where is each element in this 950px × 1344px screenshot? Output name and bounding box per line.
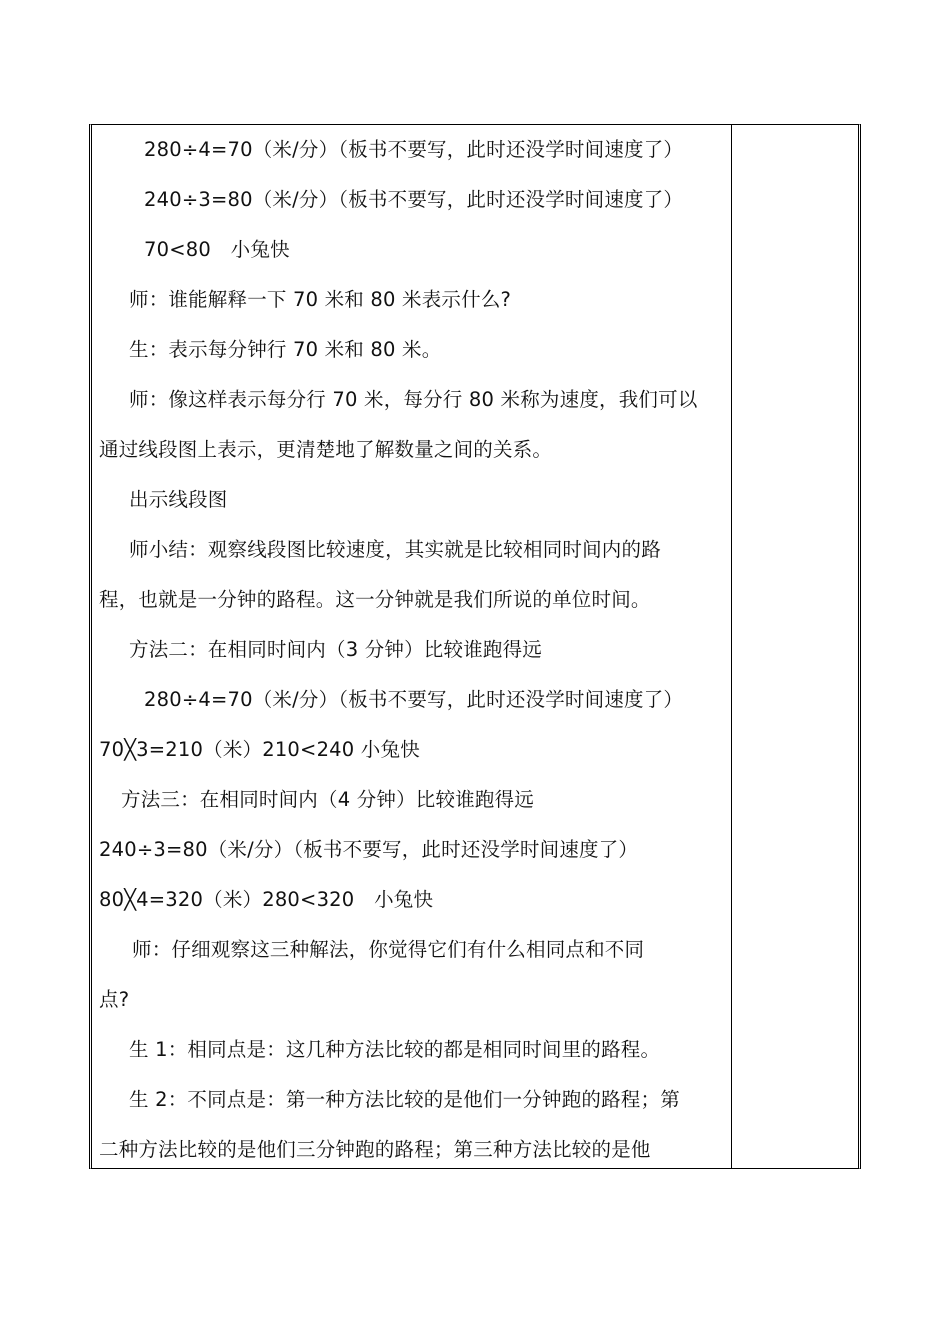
column-divider (731, 124, 732, 1169)
notes-cell (733, 125, 858, 1168)
lesson-content-cell (99, 124, 727, 1169)
text-line: 70╳3=210（米）210<240 小兔快 (99, 738, 420, 761)
text-line: 生 2：不同点是：第一种方法比较的是他们一分钟跑的路程；第 (129, 1088, 680, 1111)
text-line: 二种方法比较的是他们三分钟跑的路程；第三种方法比较的是他 (99, 1138, 651, 1161)
text-line: 240÷3=80（米/分）（板书不要写，此时还没学时间速度了） (144, 188, 684, 211)
text-line: 80╳4=320（米）280<320 小兔快 (99, 888, 434, 911)
text-line: 师：谁能解释一下 70 米和 80 米表示什么? (129, 288, 512, 311)
text-line: 程，也就是一分钟的路程。这一分钟就是我们所说的单位时间。 (99, 588, 651, 611)
text-line: 师小结：观察线段图比较速度，其实就是比较相同时间内的路 (129, 538, 661, 561)
text-line: 方法二：在相同时间内（3 分钟）比较谁跑得远 (129, 638, 543, 661)
text-line: 生 1：相同点是：这几种方法比较的都是相同时间里的路程。 (129, 1038, 661, 1061)
text-line: 280÷4=70（米/分）（板书不要写，此时还没学时间速度了） (144, 138, 684, 161)
text-line: 70<80 小兔快 (144, 238, 290, 261)
text-line: 生：表示每分钟行 70 米和 80 米。 (129, 338, 442, 361)
text-line: 师：像这样表示每分行 70 米，每分行 80 米称为速度，我们可以 (129, 388, 698, 411)
text-line: 通过线段图上表示，更清楚地了解数量之间的关系。 (99, 438, 553, 461)
text-line: 点? (99, 988, 130, 1011)
text-line: 出示线段图 (129, 488, 228, 511)
text-line: 280÷4=70（米/分）（板书不要写，此时还没学时间速度了） (144, 688, 684, 711)
text-line: 240÷3=80（米/分）（板书不要写，此时还没学时间速度了） (99, 838, 639, 861)
text-line: 师：仔细观察这三种解法，你觉得它们有什么相同点和不同 (132, 938, 645, 961)
text-line: 方法三：在相同时间内（4 分钟）比较谁跑得远 (121, 788, 535, 811)
